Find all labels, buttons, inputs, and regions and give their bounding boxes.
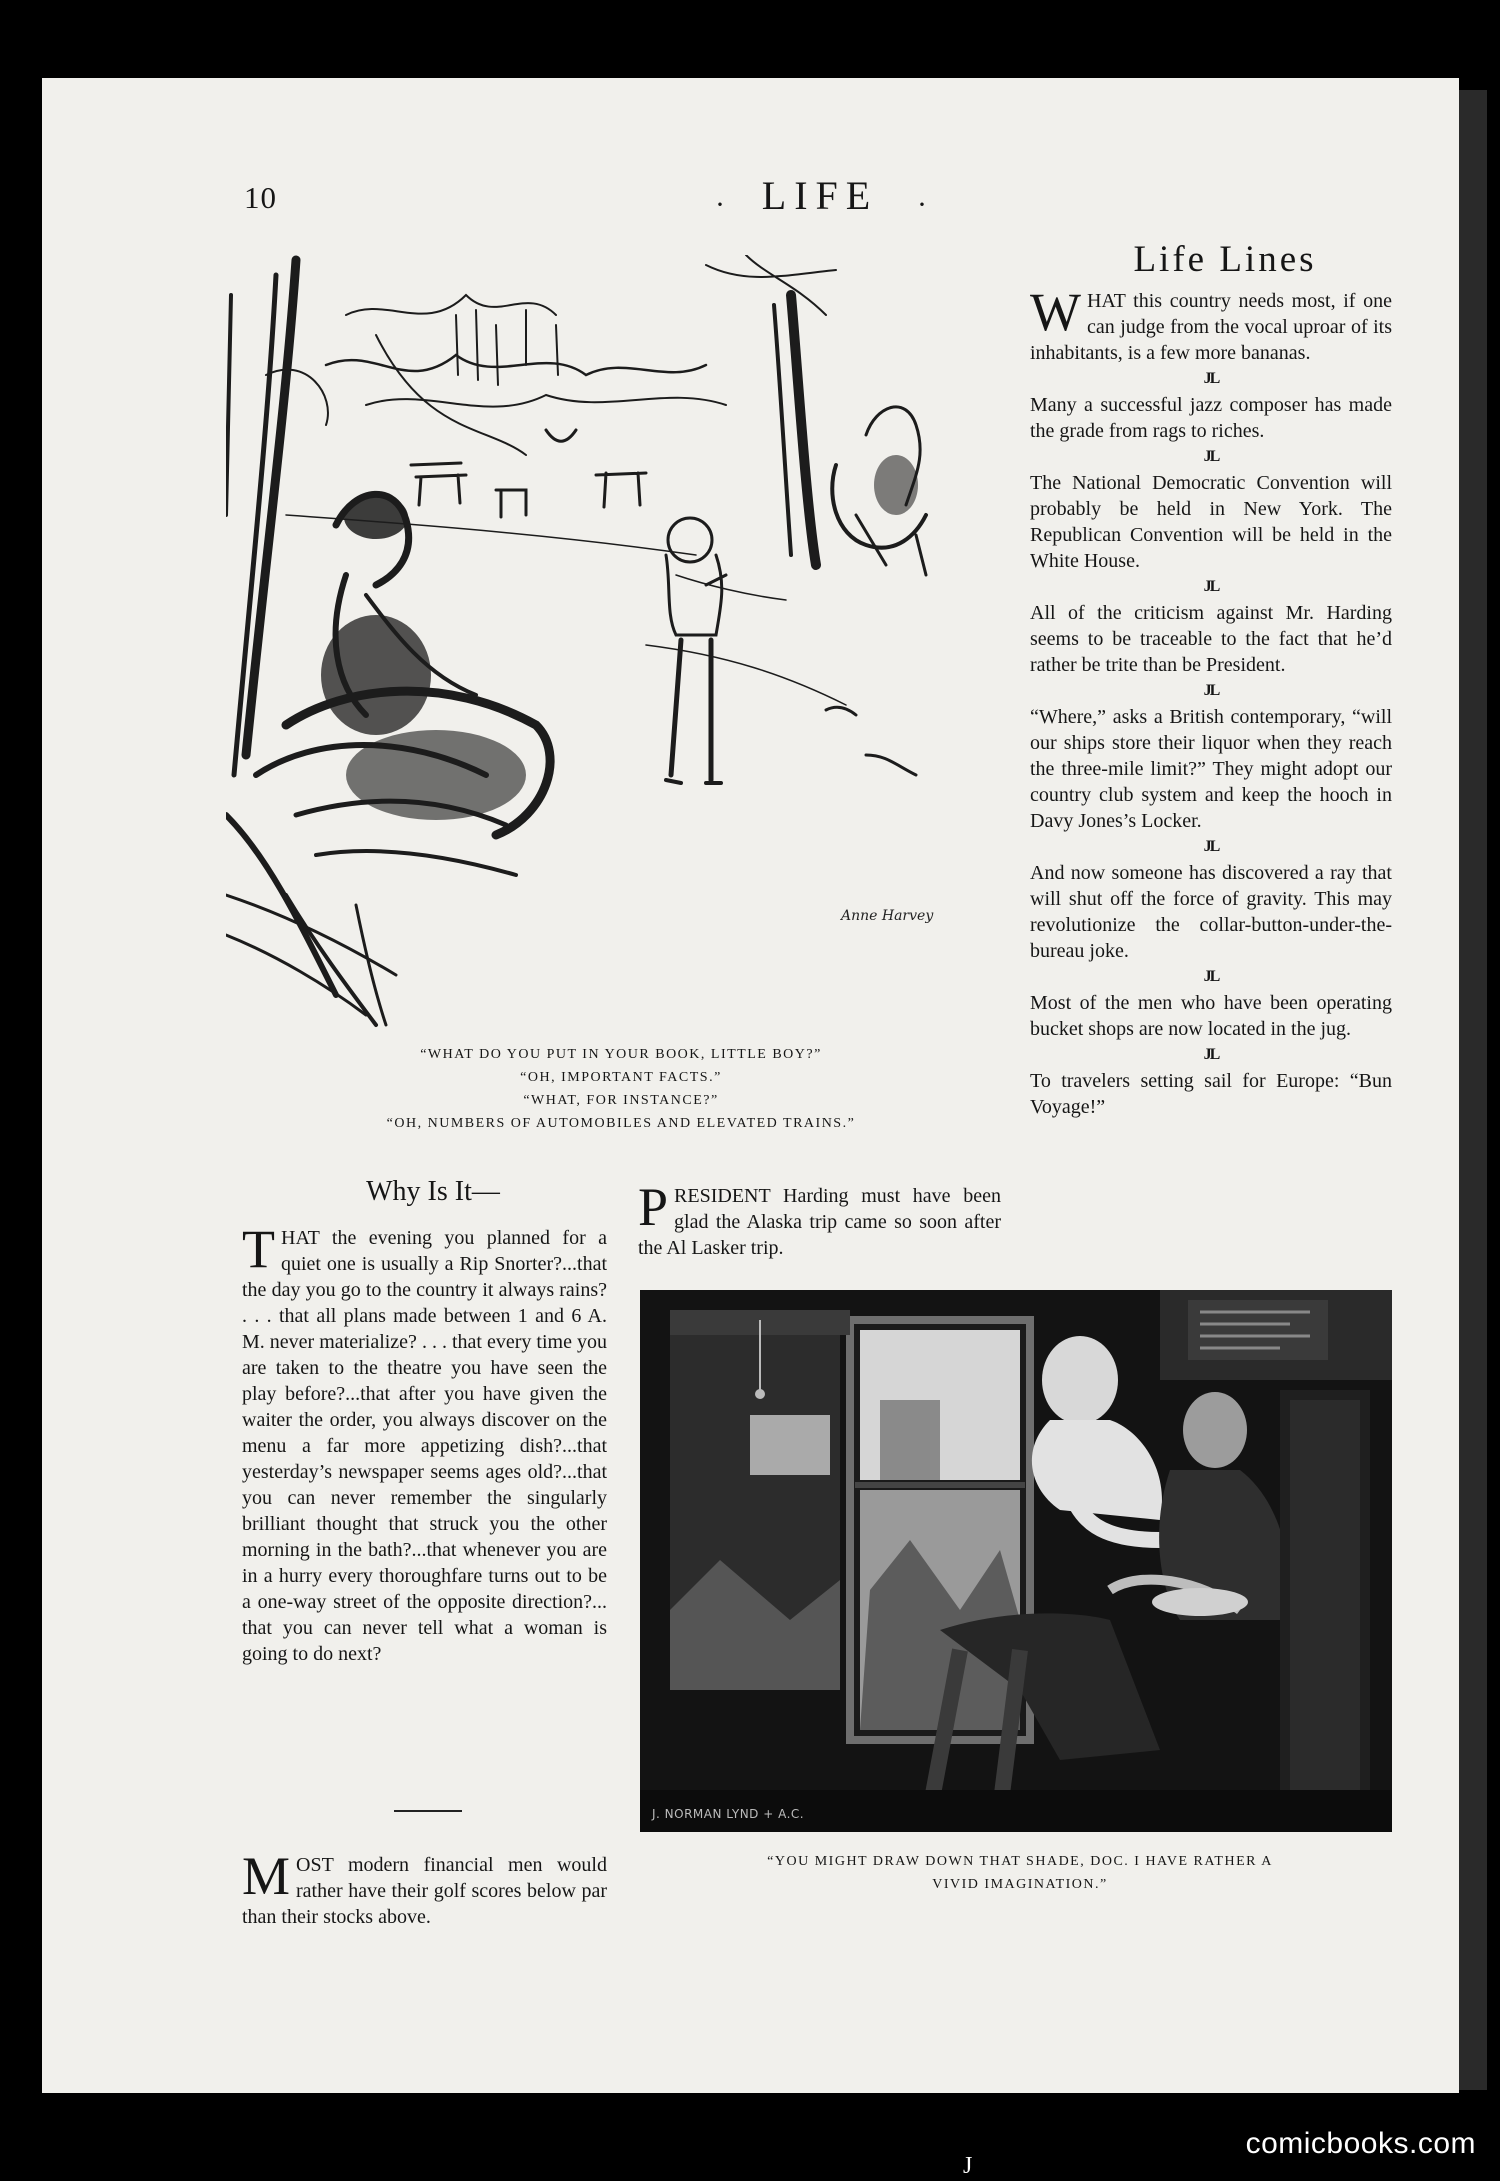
illustration-signature: Anne Harvey bbox=[841, 908, 934, 924]
why-is-it-title: Why Is It— bbox=[366, 1176, 500, 1207]
separator-logo: JL bbox=[1203, 1046, 1219, 1063]
folio-mark: J bbox=[963, 2153, 973, 2179]
park-caption bbox=[326, 1043, 916, 1135]
dropcap: P bbox=[638, 1177, 669, 1237]
caption-line: VIVID IMAGINATION.” bbox=[932, 1877, 1108, 1893]
separator-logo: JL bbox=[1203, 578, 1219, 595]
binding-edge bbox=[1459, 90, 1487, 2090]
caption-line: “OH, NUMBERS OF AUTOMOBILES AND ELEVATED TRAINS.” bbox=[386, 1116, 856, 1132]
life-line-item: The National Democratic Convention will probably be held in New York. The Republican Convention will be held in the White House. bbox=[1030, 472, 1392, 572]
life-line-item: And now someone has discovered a ray that will shut off the force of gravity. This may revolutionize the collar-button-under-the-bureau joke. bbox=[1030, 862, 1392, 962]
life-line-item: Many a successful jazz composer has made the grade from rags to riches. bbox=[1030, 394, 1392, 442]
president-article bbox=[638, 1177, 1001, 1261]
watermark-credit: comicbooks.com bbox=[1245, 2127, 1476, 2160]
illustration-signature: J. NORMAN LYND + A.C. bbox=[652, 1807, 805, 1821]
separator-logo: JL bbox=[1203, 968, 1219, 985]
why-is-it-article bbox=[242, 1219, 607, 1667]
life-line-item: “Where,” asks a British contemporary, “will our ships store their liquor when they reach the three-mile limit?” They might adopt our country club system and keep the hooch in Davy Jones’s Locker. bbox=[1030, 706, 1392, 832]
caption-line: “WHAT DO YOU PUT IN YOUR BOOK, LITTLE BOY?” bbox=[420, 1047, 822, 1062]
life-lines-column bbox=[1030, 282, 1392, 1120]
separator-logo: JL bbox=[1203, 448, 1219, 465]
separator-logo: JL bbox=[1203, 370, 1219, 387]
dropcap: T bbox=[242, 1219, 275, 1279]
park-illustration bbox=[226, 255, 1016, 1030]
article-body: OST modern financial men would rather have their golf scores below par than their stocks above. bbox=[242, 1854, 607, 1928]
section-divider bbox=[394, 1810, 462, 1812]
most-modern-article bbox=[242, 1846, 607, 1930]
life-line-item: All of the criticism against Mr. Harding seems to be traceable to the fact that he’d rather be trite than be President. bbox=[1030, 602, 1392, 676]
header-dot-right: · bbox=[917, 188, 927, 221]
life-line-item: WHAT this country needs most, if one can judge from the vocal uproar of its inhabitants, is a few more bananas. bbox=[1030, 282, 1392, 364]
separator-logo: JL bbox=[1203, 682, 1219, 699]
train-caption bbox=[700, 1850, 1340, 1896]
dropcap: M bbox=[242, 1846, 291, 1906]
page-number: 10 bbox=[244, 180, 277, 215]
article-body: RESIDENT Harding must have been glad the Alaska trip came so soon after the Al Lasker trip. bbox=[638, 1185, 1001, 1259]
header-dot-left: · bbox=[715, 188, 725, 221]
caption-line: “OH, IMPORTANT FACTS.” bbox=[520, 1070, 722, 1086]
article-body: HAT the evening you planned for a quiet one is usually a Rip Snorter?...that the day you go to the country it always rains? . . . that all plans made between 1 and 6 A. M. never materialize? . . . that every time you are taken to the theatre you have seen the play before?...that after you have given the waiter the order, you always discover on the menu a far more appetizing dish?...that yesterday’s newspaper seems ages old?...that you can never remember the singularly brilliant thought that struck you the other morning in the bath?...that whenever you are in a hurry every thoroughfare turns out to be a one-way street of the opposite direction?... that you can never tell what a woman is going to do next? bbox=[242, 1227, 607, 1665]
caption-line: “WHAT, FOR INSTANCE?” bbox=[523, 1093, 719, 1109]
life-lines-title: Life Lines bbox=[1133, 239, 1317, 280]
separator-logo: JL bbox=[1203, 838, 1219, 855]
magazine-title: LIFE bbox=[761, 173, 879, 218]
dropcap: W bbox=[1030, 282, 1081, 342]
life-line-item: Most of the men who have been operating bucket shops are now located in the jug. bbox=[1030, 992, 1392, 1040]
life-line-item: To travelers setting sail for Europe: “Bun Voyage!” bbox=[1030, 1070, 1392, 1118]
train-illustration bbox=[640, 1290, 1392, 1832]
caption-line: “YOU MIGHT DRAW DOWN THAT SHADE, DOC. I HAVE RATHER A bbox=[767, 1854, 1273, 1869]
